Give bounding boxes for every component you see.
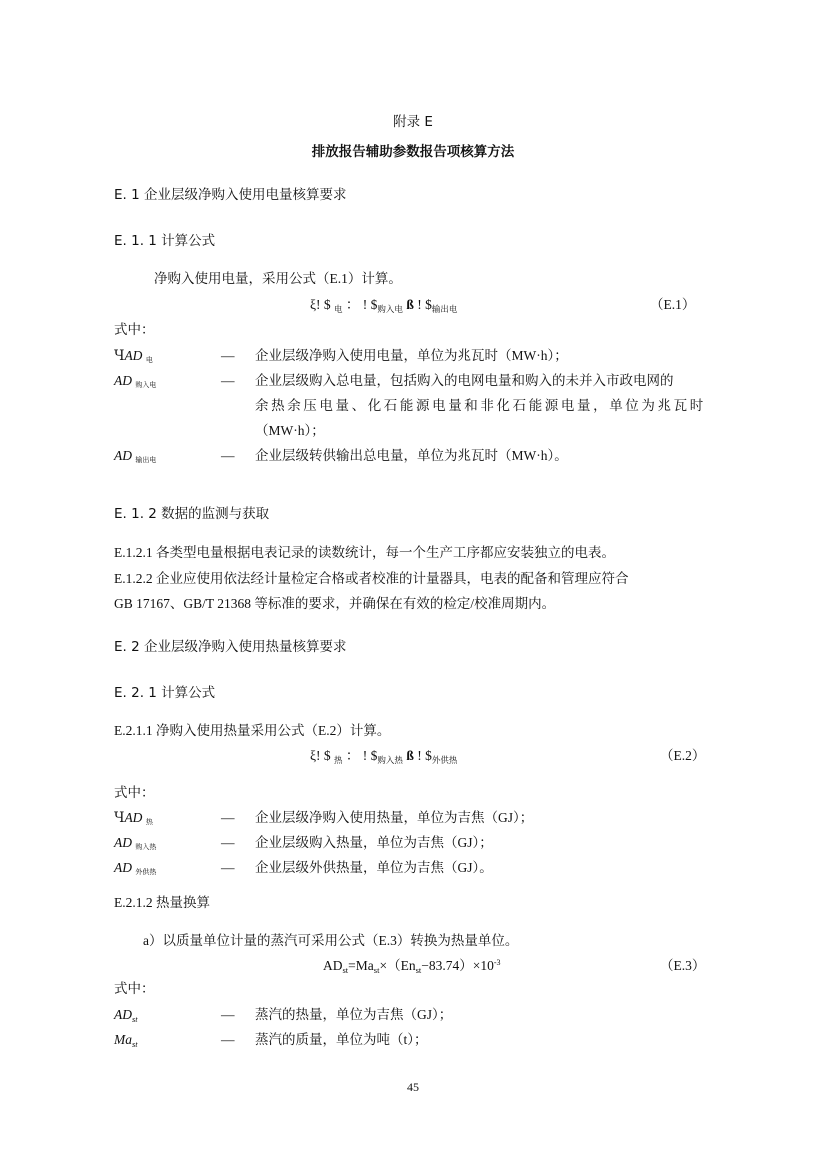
formula-e2 [310, 747, 457, 766]
e3-def-row [114, 1006, 714, 1025]
def-dash: — [221, 860, 235, 875]
def-text: 企业层级净购入使用电量，单位为兆瓦时（MW·h）； [255, 348, 568, 363]
def-dash: — [221, 448, 235, 463]
e1-def-row [114, 347, 714, 367]
def-symbol: AD [124, 810, 143, 825]
formula-e3-ma-sub: st [373, 965, 380, 975]
def-symbol: AD [124, 348, 143, 363]
formula-e1-number: （E.1） [650, 297, 696, 312]
e1-where: 式中： [114, 322, 155, 337]
e2-def-row [114, 859, 714, 879]
def-symbol: AD [114, 373, 132, 388]
formula-e3-ad: AD [323, 958, 343, 973]
para-e1-2-1: E.1.2.1 各类型电量根据电表记录的读数统计，每一个生产工序都应安装独立的电表。 [114, 545, 615, 560]
def-text: 企业层级外供热量，单位为吉焦（GJ）。 [255, 860, 493, 875]
appendix-label: 附录 E [393, 114, 433, 130]
formula-e2-sub2: 购入热 [377, 755, 403, 765]
item-a: a）以质量单位计量的蒸汽可采用公式（E.3）转换为热量单位。 [143, 933, 519, 948]
def-sym-prefix: Ɥ [114, 348, 125, 363]
e3-where: 式中： [114, 981, 155, 996]
def-symbol: AD [114, 860, 132, 875]
e2-where: 式中： [114, 785, 155, 800]
formula-e2-term1: ! $ [316, 748, 331, 763]
formula-e2-term3: ! $ [417, 748, 432, 763]
def-text: 蒸汽的质量，单位为吨（t）； [255, 1032, 428, 1047]
def-symbol-sub: 电 [145, 356, 153, 364]
def-dash: — [221, 810, 235, 825]
formula-e1-sub2: 购入电 [377, 304, 403, 314]
def-symbol: AD [114, 1007, 132, 1022]
e2-intro: E.2.1.1 净购入使用热量采用公式（E.2）计算。 [114, 723, 391, 738]
def-symbol-sub: 热 [145, 818, 153, 826]
formula-e3-ad-sub: st [342, 965, 349, 975]
def-symbol-sub: 购入热 [135, 843, 157, 851]
def-text: 蒸汽的热量，单位为吉焦（GJ）； [255, 1007, 453, 1022]
def-dash: — [221, 1032, 235, 1047]
formula-e1-sub3: 输出电 [431, 304, 458, 314]
section-e21-heading: E. 2. 1 计算公式 [114, 685, 216, 701]
e1-def-row [114, 447, 714, 467]
formula-e1-eq: ： [345, 297, 360, 312]
def-dash: — [221, 835, 235, 850]
e2-def-row [114, 809, 714, 829]
formula-e2-sub1: 热 [334, 755, 343, 765]
formula-e2-lhs: ξ [310, 748, 317, 763]
def-text-cont: 余热余压电量、化石能源电量和非化石能源电量，单位为兆瓦时 [255, 398, 706, 413]
def-symbol-sub: 购入电 [135, 381, 157, 389]
formula-e3-number: （E.3） [660, 958, 706, 973]
formula-e2-number: （E.2） [660, 748, 706, 763]
def-symbol: AD [114, 835, 132, 850]
formula-e3-tail: −83.74）×10 [421, 958, 494, 973]
section-e11-heading: E. 1. 1 计算公式 [114, 233, 216, 249]
def-symbol-sub: st [132, 1039, 138, 1049]
def-symbol-sub: st [132, 1014, 138, 1024]
def-sym-prefix: Ɥ [114, 810, 125, 825]
def-text: 企业层级转供输出总电量，单位为兆瓦时（MW·h）。 [255, 448, 568, 463]
section-e1-heading: E. 1 企业层级净购入使用电量核算要求 [114, 187, 347, 203]
formula-e3-exp: -3 [493, 958, 501, 967]
def-symbol: AD [114, 448, 132, 463]
formula-e2-term2: ! $ [362, 748, 378, 763]
formula-e2-eq: ： [345, 748, 360, 763]
appendix-title: 排放报告辅助参数报告项核算方法 [311, 144, 515, 160]
formula-e1-term3: ! $ [417, 297, 432, 312]
formula-e1-sub1: 电 [334, 304, 343, 314]
def-symbol-sub: 外供热 [135, 868, 157, 876]
def-text: 企业层级购入热量，单位为吉焦（GJ）； [255, 835, 493, 850]
section-e12-heading: E. 1. 2 数据的监测与获取 [114, 506, 270, 522]
formula-e3-ma: =Ma [348, 958, 374, 973]
e1-intro: 净购入使用电量，采用公式（E.1）计算。 [154, 271, 402, 286]
e3-def-row [114, 1031, 714, 1050]
para-e1-2-2: E.1.2.2 企业应使用依法经计量检定合格或者校准的计量器具，电表的配备和管理应符合 [114, 571, 629, 586]
formula-e1-lhs: ξ [310, 297, 317, 312]
formula-e1 [310, 296, 457, 315]
def-text: 企业层级购入总电量，包括购入的电网电量和购入的未并入市政电网的 [255, 373, 674, 388]
e2-def-row [114, 834, 714, 854]
formula-e3 [323, 957, 501, 977]
para-e1-2-2-cont: GB 17167、GB/T 21368 等标准的要求，并确保在有效的检定/校准周期内。 [114, 596, 556, 611]
formula-e2-op: ß [406, 748, 414, 763]
section-e2-heading: E. 2 企业层级净购入使用热量核算要求 [114, 639, 347, 655]
formula-e3-en-sub: st [415, 965, 422, 975]
formula-e2-sub3: 外供热 [431, 755, 458, 765]
def-symbol-sub: 输出电 [135, 456, 157, 464]
def-dash: — [221, 1007, 235, 1022]
def-dash: — [221, 348, 235, 363]
formula-e3-en: ×（En [379, 958, 416, 973]
def-symbol: Ma [114, 1032, 132, 1047]
formula-e1-op: ß [406, 297, 414, 312]
formula-e1-term1: ! $ [316, 297, 331, 312]
def-text-cont: （MW·h）； [255, 423, 325, 438]
def-text: 企业层级净购入使用热量，单位为吉焦（GJ）； [255, 810, 534, 825]
e1-def-row [114, 372, 714, 392]
formula-e1-term2: ! $ [362, 297, 378, 312]
def-dash: — [221, 373, 235, 388]
section-e212-heading: E.2.1.2 热量换算 [114, 895, 210, 910]
page-number: 45 [407, 1080, 419, 1094]
